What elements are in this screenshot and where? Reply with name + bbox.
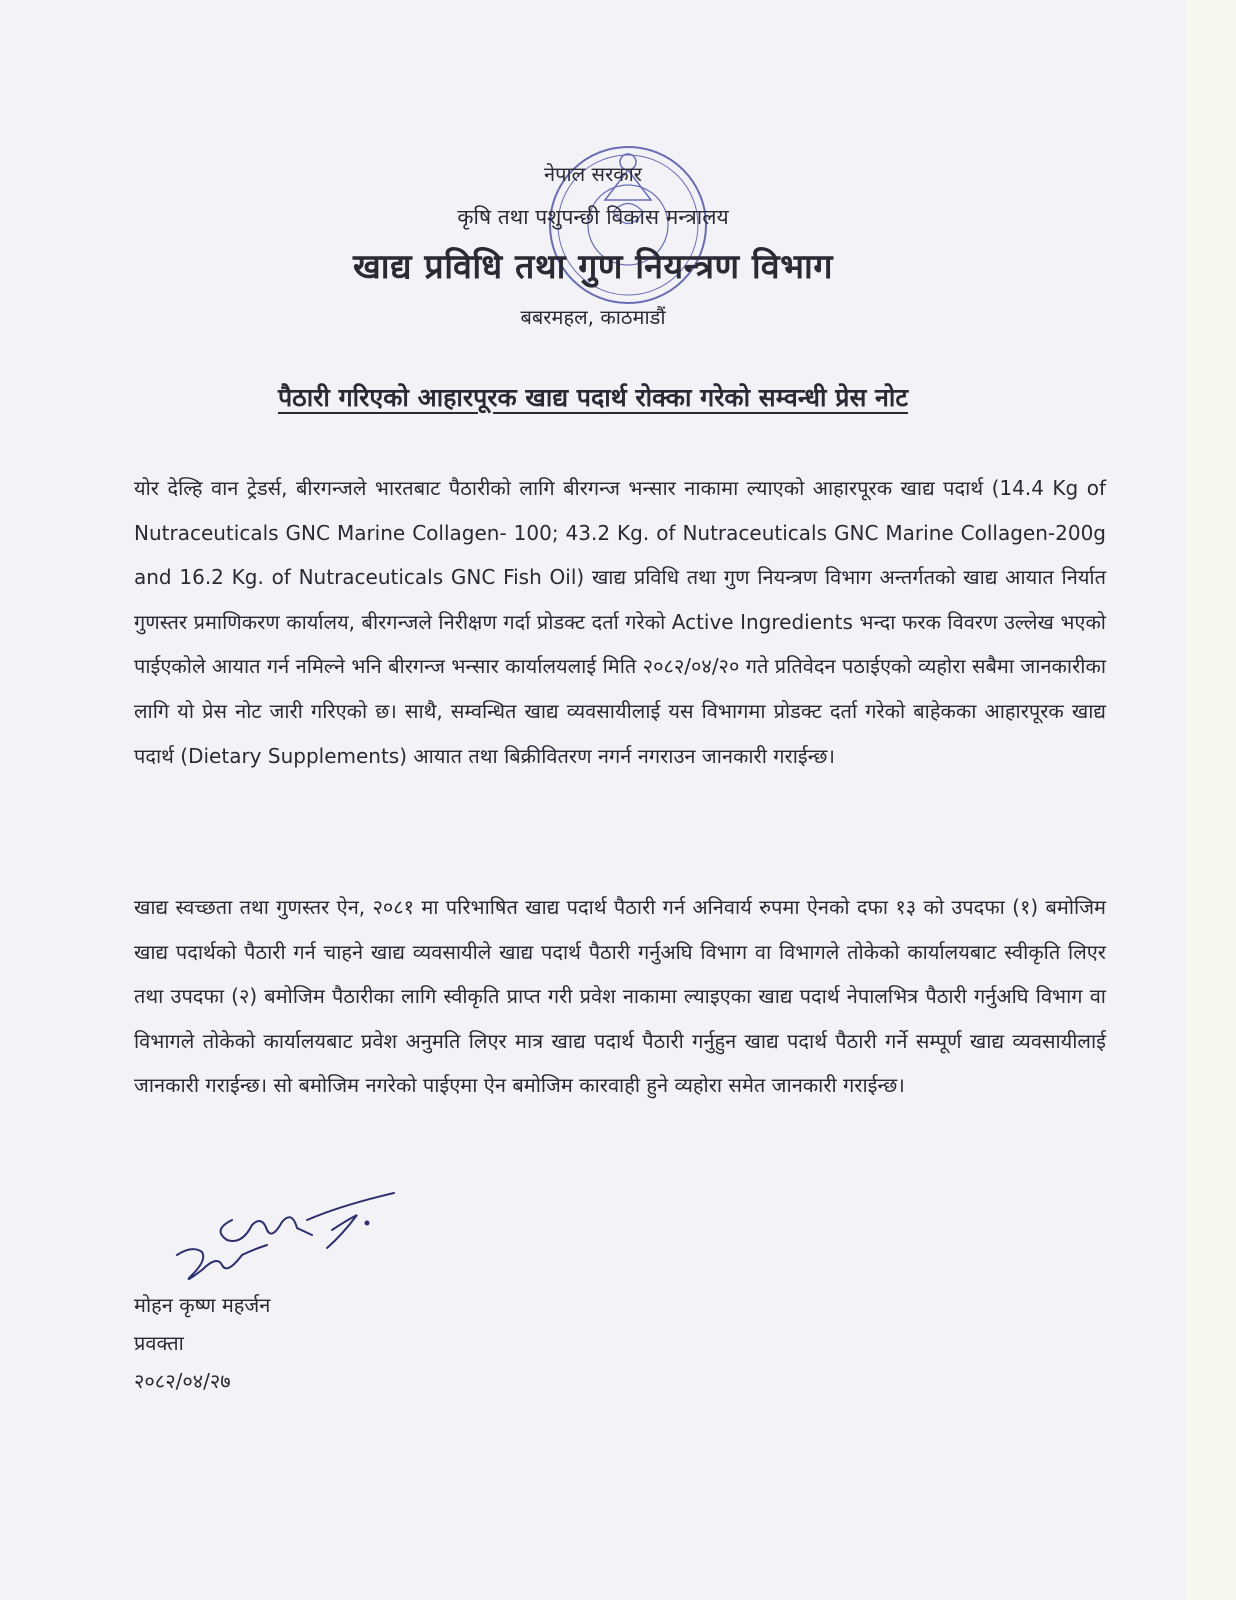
department-name: खाद्य प्रविधि तथा गुण नियन्त्रण विभाग <box>353 247 833 287</box>
office-address: बबरमहल, काठमाडौं <box>520 305 666 329</box>
body-paragraph-1: योर देल्हि वान ट्रेडर्स, बीरगन्जले भारतबाट पैठारीको लागि बीरगन्ज भन्सार नाकामा ल्याएको आहारपूरक खाद्य पदार्थ (14.4 Kg of Nutraceuticals GNC Marine Collagen- 100; 43.2 Kg. of Nutraceuticals GNC Marine Collagen-200g and 16.2 Kg. of Nutraceuticals GNC Fish Oil) खाद्य प्रविधि तथा गुण नियन्त्रण विभाग अन्तर्गतको खाद्य आयात निर्यात गुणस्तर प्रमाणिकरण कार्यालय, बीरगन्जले निरीक्षण गर्दा प्रोडक्ट दर्ता गरेको Active Ingredients भन्दा फरक विवरण उल्लेख भएको पाईएकोले आयात गर्न नमिल्ने भनि बीरगन्ज भन्सार कार्यालयलाई मिति २०८२/०४/२० गते प्रतिवेदन पठाईएको व्यहोरा सबैमा जानकारीका लागि यो प्रेस नोट जारी गरिएको छ। साथै, सम्वन्धित खाद्य व्यवसायीलाई यस विभागमा प्रोडक्ट दर्ता गरेको बाहेकका आहारपूरक खाद्य पदार्थ (Dietary Supplements) आयात तथा बिक्रीवितरण नगर्न नगराउन जानकारी गराईन्छ। <box>134 476 1106 768</box>
press-note-title-text: पैठारी गरिएको आहारपूरक खाद्य पदार्थ रोक्का गरेको सम्वन्धी प्रेस नोट <box>277 383 908 412</box>
signatory-designation: प्रवक्ता <box>134 1331 184 1355</box>
body-paragraph-2: खाद्य स्वच्छता तथा गुणस्तर ऐन, २०८१ मा परिभाषित खाद्य पदार्थ पैठारी गर्न अनिवार्य रुपमा ऐनको दफा १३ को उपदफा (१) बमोजिम खाद्य पदार्थको पैठारी गर्न चाहने खाद्य व्यवसायीले खाद्य पदार्थ पैठारी गर्नुअघि विभाग वा विभागले तोकेको कार्यालयबाट स्वीकृति लिएर तथा उपदफा (२) बमोजिम पैठारीका लागि स्वीकृति प्राप्त गरी प्रवेश नाकामा ल्याइएका खाद्य पदार्थ नेपालभित्र पैठारी गर्नुअघि विभाग वा विभागले तोकेको कार्यालयबाट प्रवेश अनुमति लिएर मात्र खाद्य पदार्थ पैठारी गर्नुहुन खाद्य पदार्थ पैठारी गर्ने सम्पूर्ण खाद्य व्यवसायीलाई जानकारी गराईन्छ। सो बमोजिम नगरेको पाईएमा ऐन बमोजिम कारवाही हुने व्यहोरा समेत जानकारी गराईन्छ। <box>134 895 1106 1098</box>
ministry-name: कृषि तथा पशुपन्छी विकास मन्त्रालय <box>457 205 729 229</box>
page-edge <box>1186 0 1236 1600</box>
press-note-title <box>0 380 1186 414</box>
signatory-date: २०८२/०४/२७ <box>134 1369 231 1393</box>
government-name: नेपाल सरकार <box>544 162 642 186</box>
signatory-block <box>134 1286 270 1400</box>
signatory-name: मोहन कृष्ण महर्जन <box>134 1293 271 1317</box>
